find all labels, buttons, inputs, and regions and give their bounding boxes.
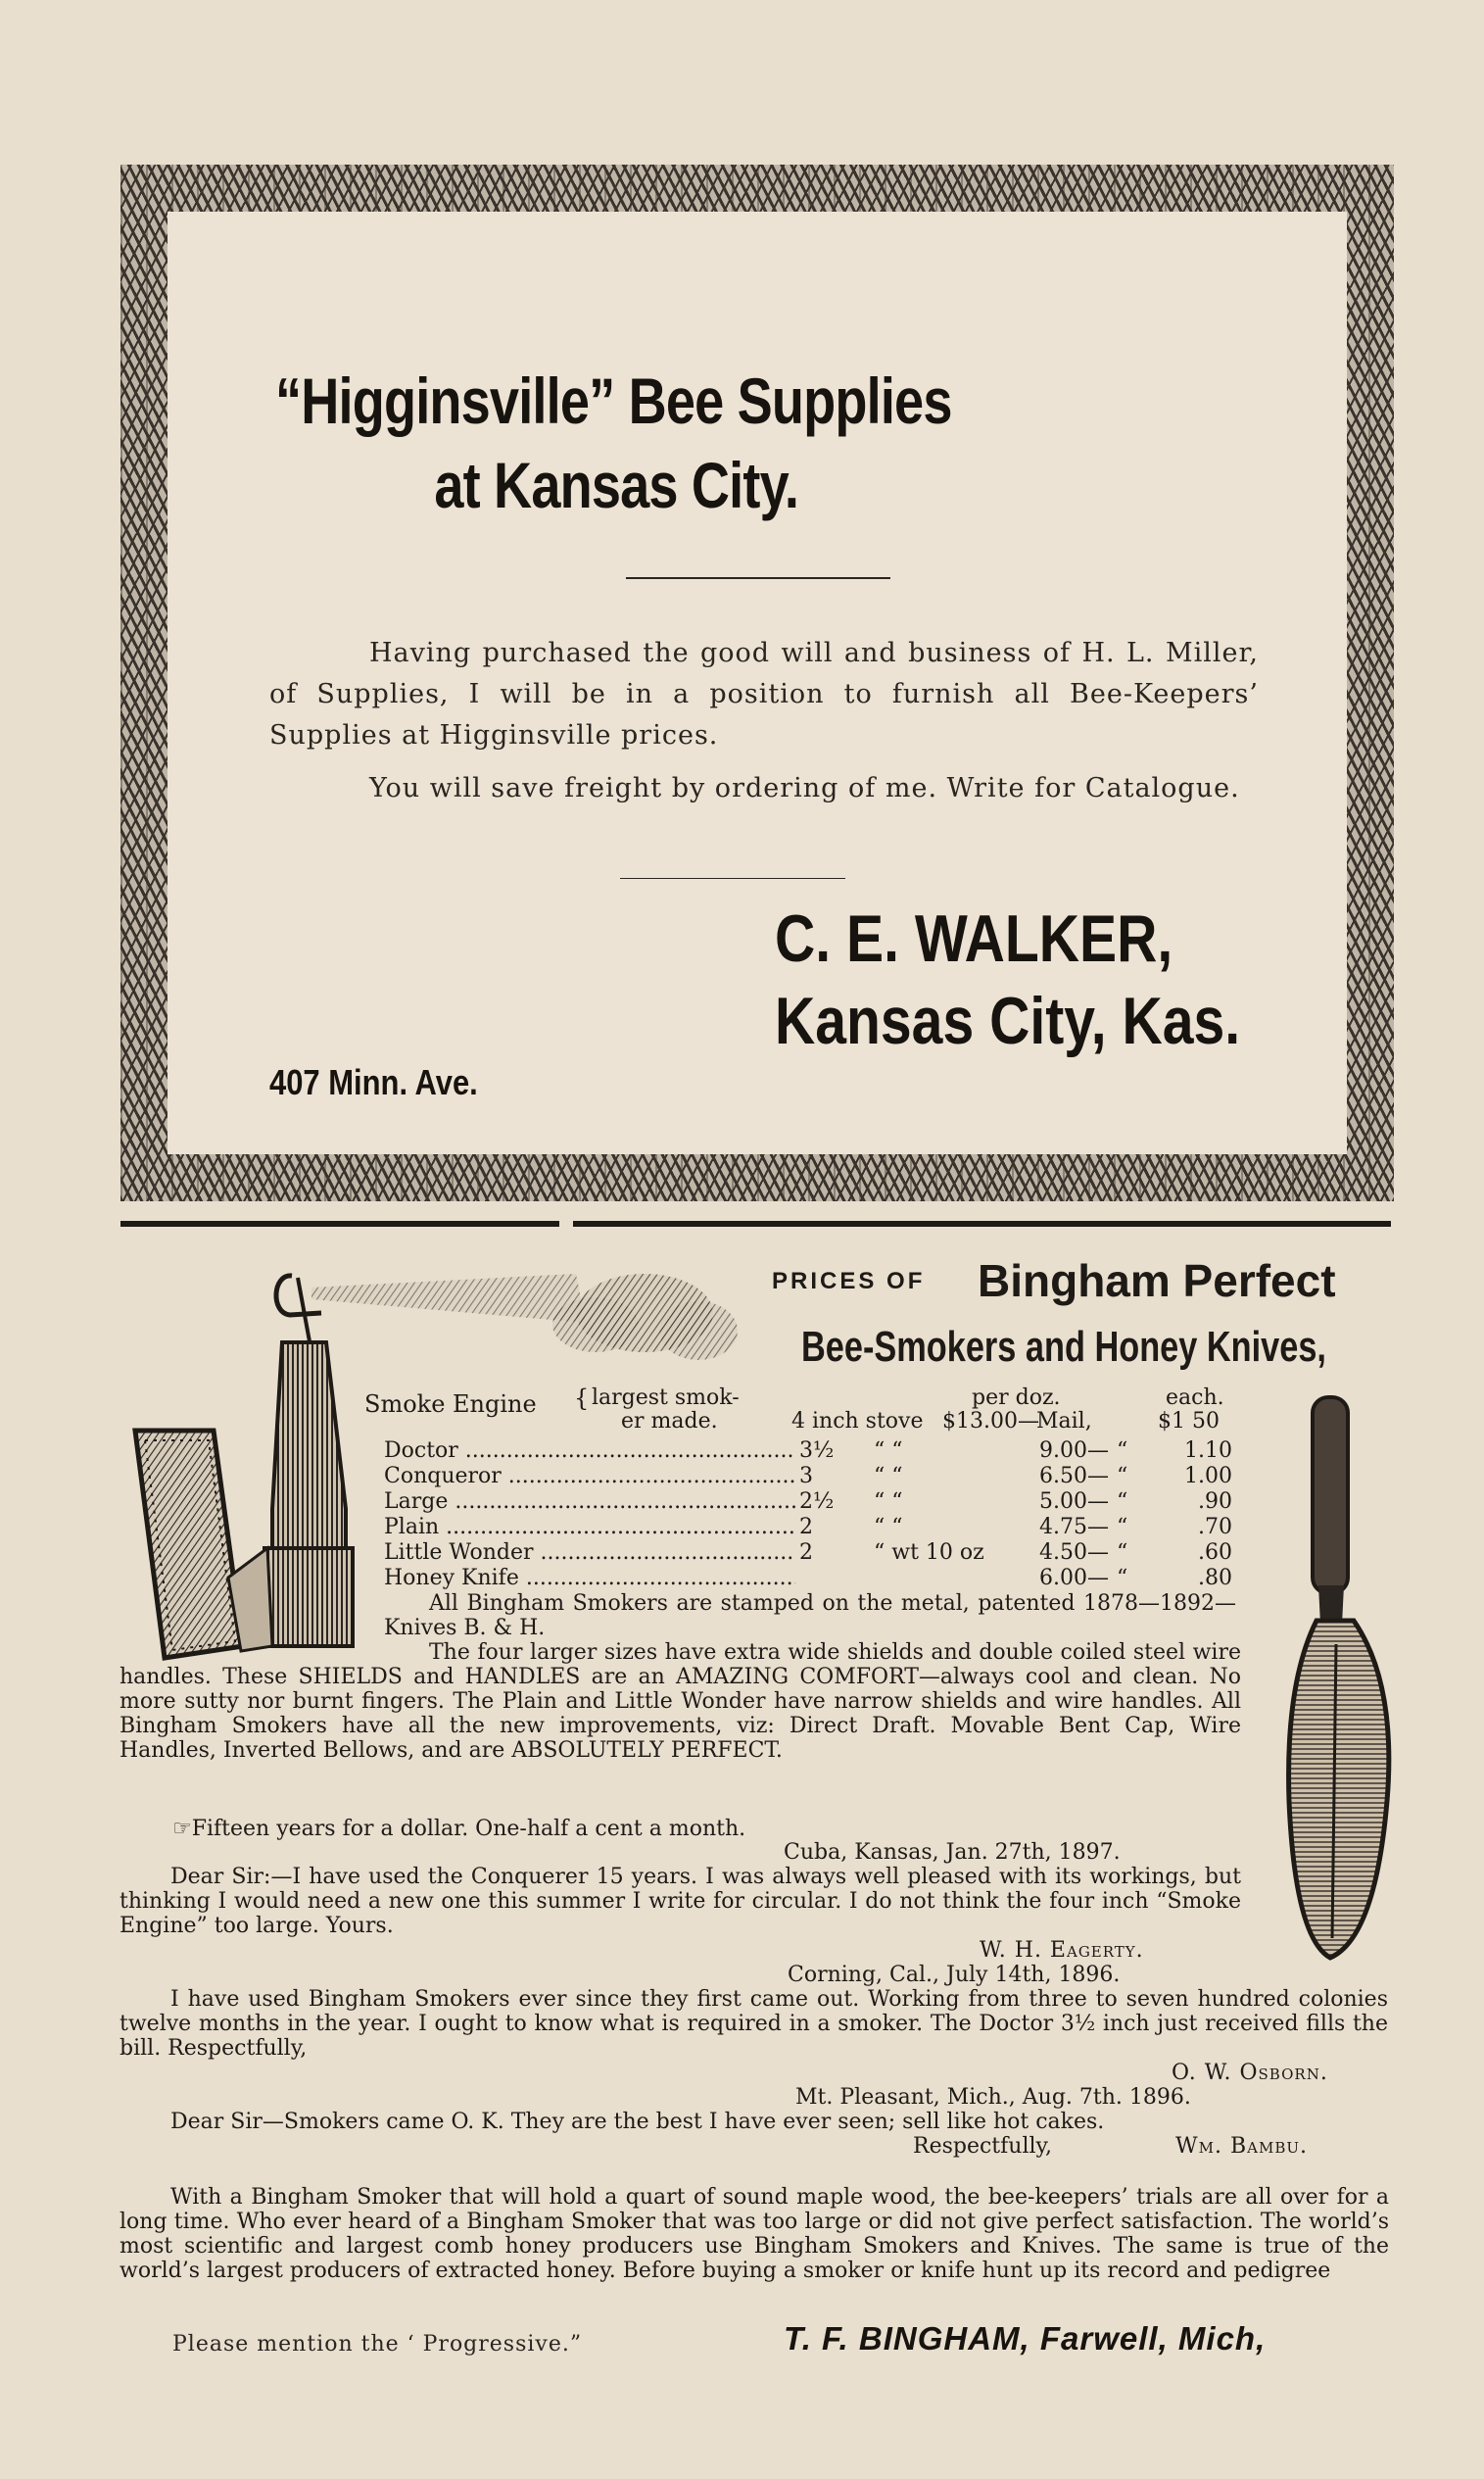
dealer-address: 407 Minn. Ave.: [269, 1062, 478, 1102]
mail-ditto: “: [1117, 1540, 1128, 1565]
price-each: .90: [1198, 1489, 1232, 1514]
product-name: Honey Knife .....: [384, 1566, 795, 1591]
product-size: 2½: [799, 1489, 835, 1514]
product-name: Large .....: [384, 1489, 795, 1515]
divider: [620, 878, 845, 879]
prices-of-label: PRICES OF: [772, 1268, 926, 1294]
product-name: Doctor .....: [384, 1438, 795, 1464]
product-name: Plain .....: [384, 1515, 795, 1540]
mail-ditto: “: [1117, 1515, 1128, 1539]
testimonial-1-body: Dear Sir:—I have used the Conquerer 15 years. I was always well pleased with its workings, but thinking I would need a new one this summer I write for circular. I do not think the four inch “Smoke Engine” too large. Yours.: [120, 1865, 1241, 1938]
price-each: .60: [1198, 1540, 1232, 1565]
mail-ditto: “: [1117, 1566, 1128, 1590]
price-each: 1.00: [1184, 1464, 1232, 1488]
product-stove: “ “: [874, 1438, 903, 1463]
header-each: each.: [1166, 1385, 1224, 1410]
testimonial-1-place: Cuba, Kansas, Jan. 27th, 1897.: [784, 1840, 1121, 1865]
mention-progressive: Please mention the ‘ Progressive.”: [172, 2332, 583, 2357]
header-note-2: er made.: [621, 1409, 718, 1434]
product-stove: “ “: [874, 1515, 903, 1539]
dealer-name: C. E. WALKER,: [775, 901, 1173, 976]
testimonial-3-close: Respectfully,: [913, 2134, 1053, 2159]
ad-paragraph-1: Having purchased the good will and business of H. L. Miller, of Supplies, I will be in a position to furnish all Bee-Keepers’ Supplies at Higginsville prices.: [269, 638, 1259, 751]
product-name: Conqueror .....: [384, 1464, 795, 1489]
mail-ditto: “: [1117, 1489, 1128, 1514]
brace-icon: {: [574, 1385, 590, 1412]
walker-ad: [168, 212, 1347, 1154]
product-size: 2: [799, 1540, 813, 1565]
testimonial-2-place: Corning, Cal., July 14th, 1896.: [788, 1963, 1121, 1987]
product-size: 3: [799, 1464, 813, 1488]
product-name: Little Wonder .....: [384, 1540, 795, 1566]
mail-ditto: “: [1117, 1438, 1128, 1463]
price-each: 1.10: [1184, 1438, 1232, 1463]
header-note-1: largest smok-: [592, 1385, 740, 1410]
price-each: .80: [1198, 1566, 1232, 1590]
smoke-puff: [311, 1274, 738, 1360]
bingham-subheading: Bee-Smokers and Honey Knives,: [801, 1323, 1326, 1371]
mail-ditto: “: [1117, 1464, 1128, 1488]
divider: [626, 577, 890, 579]
price-each: .70: [1198, 1515, 1232, 1539]
bingham-heading: Bingham Perfect: [978, 1255, 1336, 1306]
product-size: 3½: [799, 1438, 835, 1463]
price-per-doz: 9.00—: [1039, 1438, 1109, 1463]
stamped-note: All Bingham Smokers are stamped on the metal, patented 1878—1892—Knives B. & H.: [384, 1591, 1236, 1640]
section-rule: [573, 1221, 1391, 1227]
features-paragraph: The four larger sizes have extra wide shields and double coiled steel wire handles. These SHIELDS and HANDLES are an AMAZING COMFORT—always cool and clean. No more sutty nor burnt fingers. The Plain and Little Wonder have narrow shields and wire handles. All Bingham Smokers have all the new improvements, viz: Direct Draft. Movable Bent Cap, Wire Handles, Inverted Bellows, and are ABSOLUTELY PERFECT.: [120, 1640, 1241, 1763]
section-rule: [120, 1221, 559, 1227]
price-per-doz: 6.00—: [1039, 1566, 1109, 1590]
header-smoke-engine: Smoke Engine: [364, 1390, 537, 1418]
header-stove: 4 inch stove: [791, 1409, 924, 1434]
price-per-doz: 6.50—: [1039, 1464, 1109, 1488]
ornamental-border: [120, 165, 1394, 1201]
ad-paragraph-2: You will save freight by ordering of me. Write for Catalogue.: [369, 773, 1240, 803]
testimonial-3-body: Dear Sir—Smokers came O. K. They are the best I have ever seen; sell like hot cakes.: [170, 2110, 1105, 2134]
product-size: 2: [799, 1515, 813, 1539]
testimonial-2-body: I have used Bingham Smokers ever since they first came out. Working from three to seven hundred colonies twelve months in the year. I ought to know what is required in a smoker. The Doctor 3½ inch just received fills the bill. Respectfully,: [120, 1987, 1388, 2061]
bingham-signature: T. F. BINGHAM, Farwell, Mich,: [784, 2320, 1267, 2357]
product-stove: “ wt 10 oz: [874, 1540, 984, 1565]
price-per-doz: 4.50—: [1039, 1540, 1109, 1565]
header-each-first: $1 50: [1158, 1409, 1220, 1434]
honey-knife-illustration: [1260, 1389, 1397, 1968]
header-per-doz: per doz.: [972, 1385, 1061, 1410]
closing-paragraph: With a Bingham Smoker that will hold a quart of sound maple wood, the bee-keepers’ trials are all over for a long time. Who ever heard of a Bingham Smoker that was too large or did not give perfect satisfaction. The world’s most scientific and largest comb honey producers use Bingham Smokers and Knives. The same is true of the world’s largest producers of extracted honey. Before buying a smoker or knife hunt up its record and pedigree: [120, 2185, 1389, 2283]
ad-title-line1: “Higginsville” Bee Supplies: [275, 365, 952, 437]
product-stove: “ “: [874, 1489, 903, 1514]
testimonial-1-signature: W. H. Eagerty.: [980, 1938, 1144, 1963]
testimonial-2-signature: O. W. Osborn.: [1172, 2061, 1328, 2085]
dealer-name-block: [775, 898, 1240, 1062]
dealer-city: Kansas City, Kas.: [775, 984, 1241, 1058]
ad-title: [275, 359, 952, 527]
ad-title-line2: at Kansas City.: [434, 449, 799, 521]
price-per-doz: 4.75—: [1039, 1515, 1109, 1539]
testimonial-3-signature: Wm. Bambu.: [1175, 2134, 1308, 2159]
fifteen-years-line: ☞Fifteen years for a dollar. One-half a cent a month.: [172, 1817, 746, 1841]
header-mail: Mail,: [1036, 1409, 1092, 1434]
product-stove: “ “: [874, 1464, 903, 1488]
testimonial-3-place: Mt. Pleasant, Mich., Aug. 7th. 1896.: [795, 2085, 1191, 2110]
header-doz-first: $13.00—: [942, 1409, 1039, 1434]
price-per-doz: 5.00—: [1039, 1489, 1109, 1514]
